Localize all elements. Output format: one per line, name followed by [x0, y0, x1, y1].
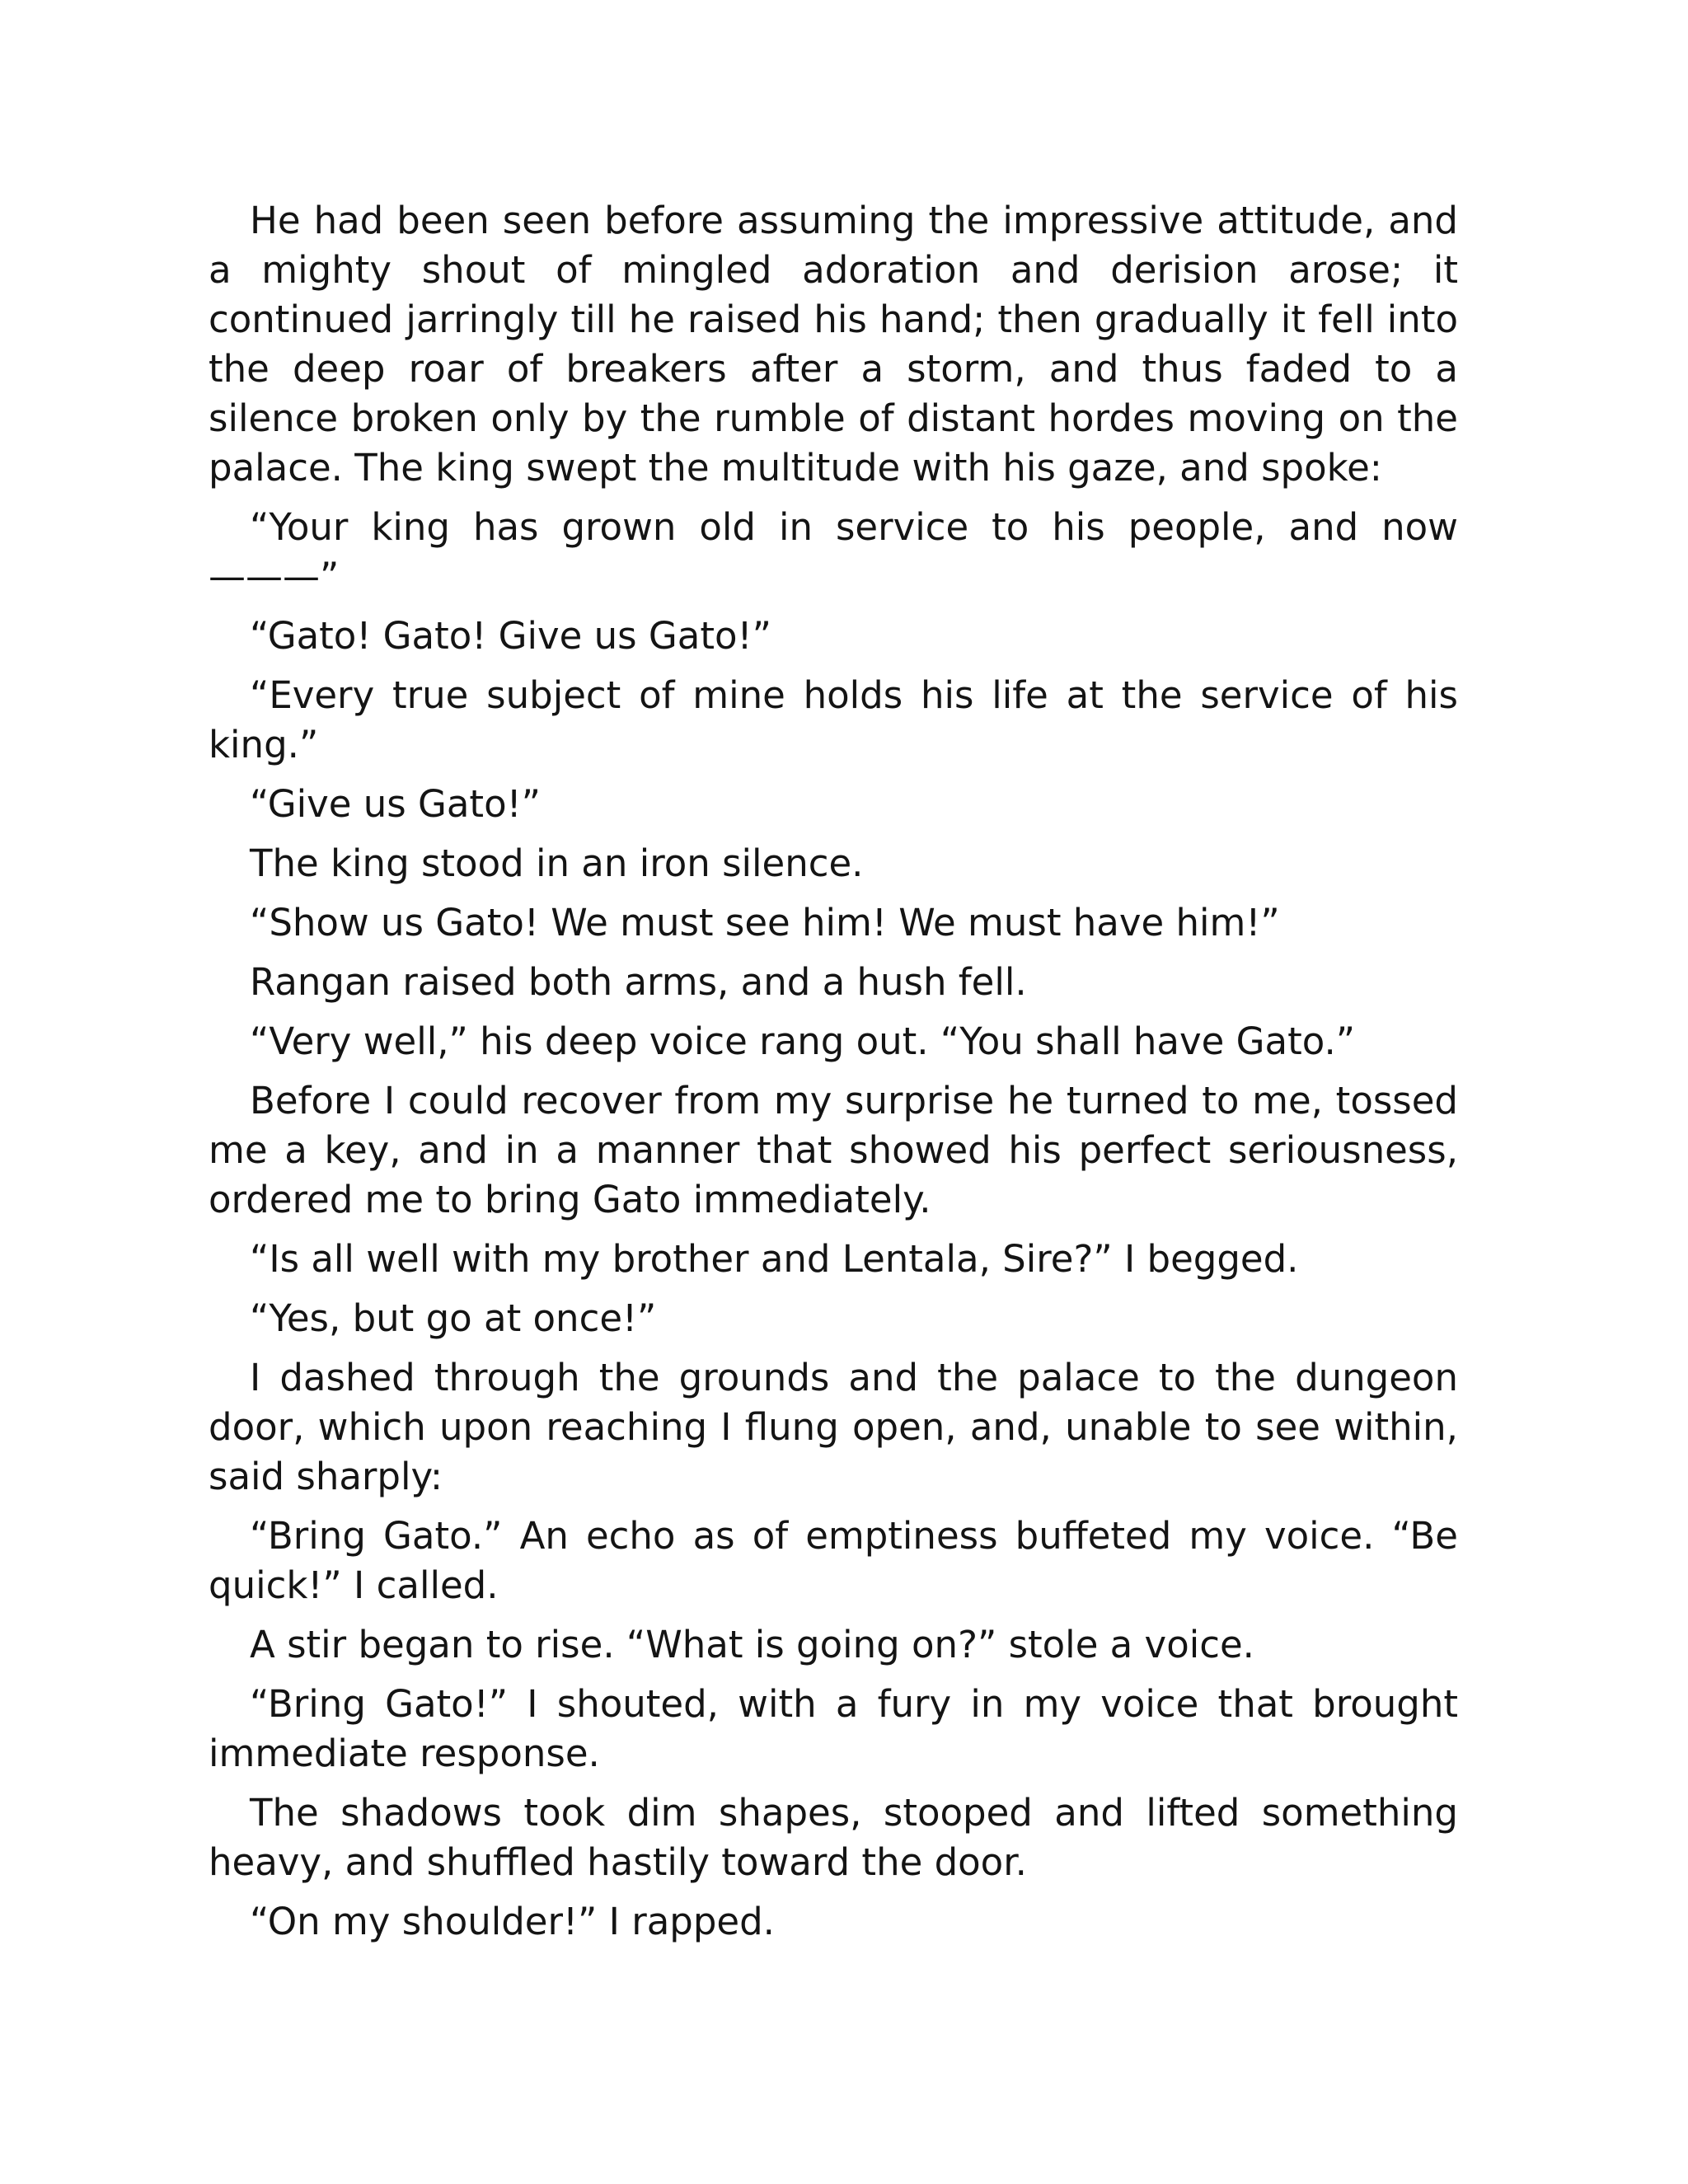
paragraph: “Give us Gato!” [250, 782, 541, 826]
paragraph: A stir began to rise. “What is going on?” stole a voice. [250, 1623, 1254, 1666]
paragraph: “Every true subject of mine holds his life at the service of his king.” [209, 673, 1458, 766]
paragraph: “Bring Gato!” I shouted, with a fury in my voice that brought immediate response. [209, 1682, 1458, 1775]
paragraph: He had been seen before assuming the impressive attitude, and a mighty shout of mingled adoration and derision arose; it continued jarringly till he raised his hand; then gradually it fell into the deep roar of breakers after a storm, and thus faded to a silence broken only by the rumble of distant hordes moving on the palace. The king swept the multitude with his gaze, and spoke: [209, 199, 1458, 490]
paragraph: “Yes, but go at once!” [250, 1296, 657, 1340]
paragraph: I dashed through the grounds and the palace to the dungeon door, which upon reaching I flung open, and, unable to see within, said sharply: [209, 1356, 1458, 1498]
paragraph: The king stood in an iron silence. [250, 841, 864, 885]
paragraph: “Your king has grown old in service to his people, and now———” [209, 505, 1458, 598]
paragraph: “Show us Gato! We must see him! We must have him!” [250, 901, 1280, 944]
paragraph: “Gato! Gato! Give us Gato!” [250, 614, 771, 658]
paragraph: “Very well,” his deep voice rang out. “You shall have Gato.” [250, 1019, 1356, 1063]
paragraph: Rangan raised both arms, and a hush fell. [250, 960, 1027, 1004]
paragraph: The shadows took dim shapes, stooped and lifted something heavy, and shuffled hastily toward the door. [209, 1791, 1458, 1884]
paragraph: “Is all well with my brother and Lentala, Sire?” I begged. [250, 1237, 1299, 1281]
paragraph: Before I could recover from my surprise he turned to me, tossed me a key, and in a manner that showed his perfect seriousness, ordered me to bring Gato immediately. [209, 1079, 1458, 1221]
paragraph: “On my shoulder!” I rapped. [250, 1900, 775, 1943]
paragraph: “Bring Gato.” An echo as of emptiness buffeted my voice. “Be quick!” I called. [209, 1514, 1458, 1607]
book-page [209, 196, 1458, 1957]
